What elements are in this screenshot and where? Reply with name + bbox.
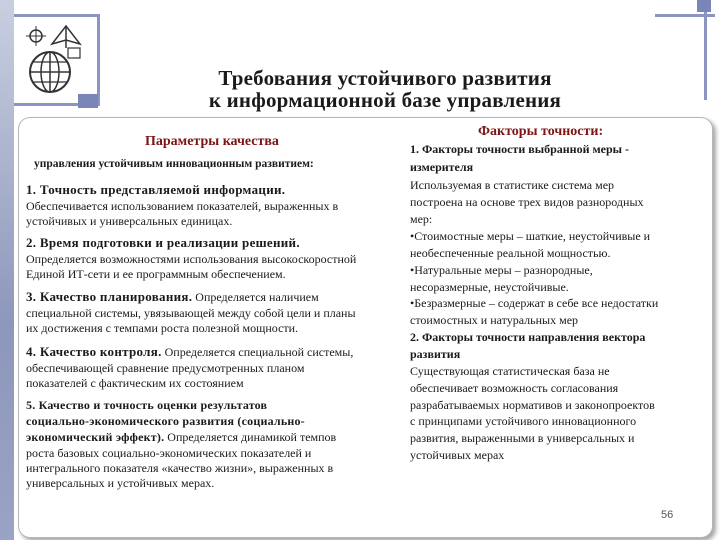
item5-line2: социально-экономического развития (социально- <box>26 414 305 428</box>
item3-line1-tail: Определяется наличием <box>192 290 319 304</box>
item5-line3-bold: экономический эффект). <box>26 430 165 444</box>
item5-line6: универсальных и устойчивых мерах. <box>26 476 215 490</box>
factor2-line1: 2. Факторы точности направления вектора <box>410 330 646 344</box>
bullet1-line2: необеспеченные реальной мощностью. <box>410 246 611 260</box>
item4-line1 <box>26 344 353 360</box>
factor2-para3: разрабатываемых нормативов и законопроектов <box>410 398 655 412</box>
heading-mgmt: управления устойчивым инновационным развитием: <box>34 158 314 170</box>
bullet3-line1: •Безразмерные – содержат в себе все недостатки <box>410 296 659 310</box>
item5-line1: 5. Качество и точность оценки результатов <box>26 398 268 412</box>
factor2-para4: с принципами устойчивого инновационного <box>410 414 637 428</box>
globe-book-icon <box>22 14 88 104</box>
item2-line2: Единой ИТ-сети и ее программным обеспечением. <box>26 267 286 281</box>
item4-title: 4. Качество контроля. <box>26 344 162 359</box>
factor2-para6: устойчивых мерах <box>410 448 505 462</box>
decor-line-logo-right <box>97 14 100 106</box>
item5-line3-tail: Определяется динамикой темпов <box>164 430 337 444</box>
factor1-line2: измерителя <box>410 160 474 174</box>
item1-line2: устойчивых и универсальных единицах. <box>26 214 233 228</box>
title-line-2: к информационной базе управления <box>208 88 562 112</box>
decor-square-right <box>697 0 711 12</box>
bullet3-line2: стоимостных и натуральных мер <box>410 313 579 327</box>
heading-quality-params: Параметры качества <box>145 134 279 149</box>
factor1-para1: Используемая в статистике система мер <box>410 178 615 192</box>
factor2-line2: развития <box>410 347 461 361</box>
factor1-line1: 1. Факторы точности выбранной меры - <box>410 142 630 156</box>
factor1-para3: мер: <box>410 212 433 226</box>
item1-title: 1. Точность представляемой информации. <box>26 182 286 197</box>
item3-line3: их достижения с темпами роста полезной мощности. <box>26 321 299 335</box>
bullet1-line1: •Стоимостные меры – шаткие, неустойчивые и <box>410 229 651 243</box>
item5-line5: интегрального показателя «качество жизни», выраженных в <box>26 461 334 475</box>
item3-line2: специальной системы, увязывающей между собой цели и планы <box>26 306 356 320</box>
heading-accuracy-factors: Факторы точности: <box>478 124 604 139</box>
bullet2-line1: •Натуральные меры – разнородные, <box>410 263 593 277</box>
item5-line3 <box>26 430 336 445</box>
item5-line4: роста базовых социально-экономических показателей и <box>26 446 312 460</box>
slide-title <box>150 67 620 111</box>
page-number: 56 <box>661 509 674 521</box>
factor2-para5: развития, выраженными в универсальных и <box>410 431 635 445</box>
item4-line1-tail: Определяется специальной системы, <box>161 345 354 359</box>
decor-line-right <box>704 0 707 100</box>
item4-line2: обеспечивающей сравнение предусмотренных планом <box>26 361 305 375</box>
title-line-1: Требования устойчивого развития <box>218 66 552 90</box>
factor1-para2: построена на основе трех видов разнородных <box>410 195 644 209</box>
item3-title: 3. Качество планирования. <box>26 289 193 304</box>
left-gradient-bar <box>0 0 14 540</box>
factor2-para2: обеспечивает возможность согласования <box>410 381 619 395</box>
factor2-para1: Существующая статистическая база не <box>410 364 610 378</box>
item2-title: 2. Время подготовки и реализации решений. <box>26 235 300 250</box>
item1-line1: Обеспечивается использованием показателей, выраженных в <box>26 199 339 213</box>
item4-line3: показателей с фактическим их состоянием <box>26 376 244 390</box>
bullet2-line2: несоразмерные, неустойчивые. <box>410 280 569 294</box>
item2-line1: Определяется возможностями использования высокоскоростной <box>26 252 357 266</box>
item3-line1 <box>26 289 319 305</box>
